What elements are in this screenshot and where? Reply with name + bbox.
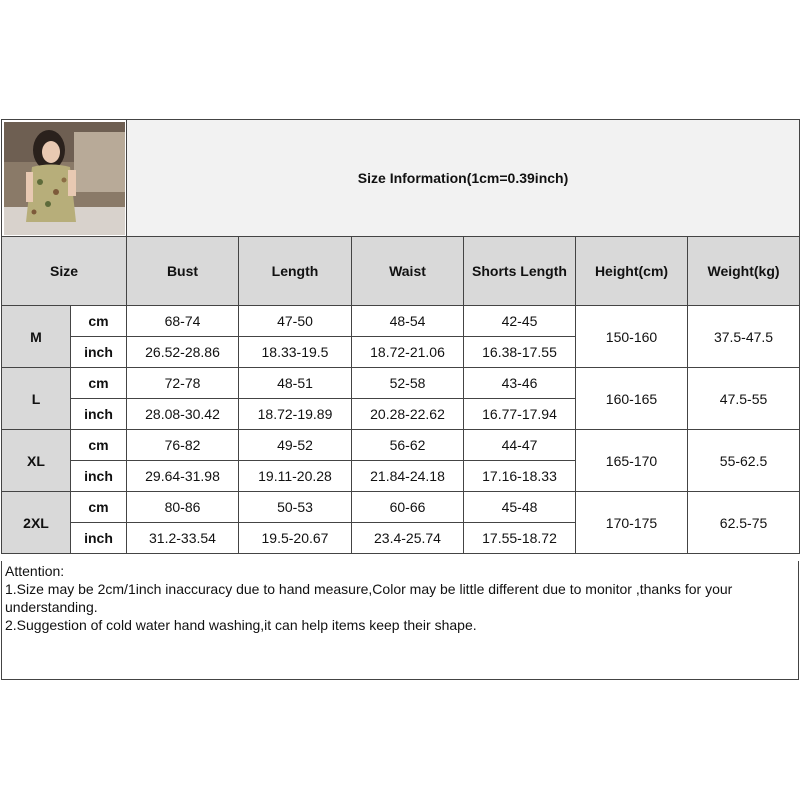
- size-label: M: [2, 306, 71, 368]
- length-inch-value: 18.33-19.5: [239, 337, 352, 368]
- product-photo-cell: [2, 120, 127, 237]
- bust-inch-value: 28.08-30.42: [127, 399, 239, 430]
- shorts-length-cm-value: 44-47: [464, 430, 576, 461]
- bust-cm-value: 76-82: [127, 430, 239, 461]
- table-row: [2, 430, 800, 461]
- waist-cm-value: 48-54: [352, 306, 464, 337]
- height-value: 170-175: [576, 492, 688, 554]
- size-label: XL: [2, 430, 71, 492]
- title-row: [2, 120, 800, 237]
- weight-value: 55-62.5: [688, 430, 800, 492]
- bust-inch-value: 26.52-28.86: [127, 337, 239, 368]
- header-height: Height(cm): [576, 237, 688, 306]
- header-row: [2, 237, 800, 306]
- shorts-length-cm-value: 42-45: [464, 306, 576, 337]
- bust-cm-value: 80-86: [127, 492, 239, 523]
- size-label: 2XL: [2, 492, 71, 554]
- header-weight: Weight(kg): [688, 237, 800, 306]
- table-row: [2, 306, 800, 337]
- unit-cm: cm: [71, 430, 127, 461]
- length-cm-value: 49-52: [239, 430, 352, 461]
- header-shorts-length: Shorts Length: [464, 237, 576, 306]
- waist-inch-value: 23.4-25.74: [352, 523, 464, 554]
- size-table: [1, 119, 800, 554]
- height-value: 165-170: [576, 430, 688, 492]
- unit-inch: inch: [71, 337, 127, 368]
- weight-value: 62.5-75: [688, 492, 800, 554]
- header-length: Length: [239, 237, 352, 306]
- shorts-length-cm-value: 45-48: [464, 492, 576, 523]
- product-photo: [4, 122, 125, 235]
- weight-value: 47.5-55: [688, 368, 800, 430]
- bust-inch-value: 31.2-33.54: [127, 523, 239, 554]
- length-cm-value: 50-53: [239, 492, 352, 523]
- header-bust: Bust: [127, 237, 239, 306]
- bust-inch-value: 29.64-31.98: [127, 461, 239, 492]
- length-inch-value: 19.11-20.28: [239, 461, 352, 492]
- shorts-length-inch-value: 16.38-17.55: [464, 337, 576, 368]
- unit-inch: inch: [71, 461, 127, 492]
- weight-value: 37.5-47.5: [688, 306, 800, 368]
- waist-inch-value: 21.84-24.18: [352, 461, 464, 492]
- unit-cm: cm: [71, 492, 127, 523]
- attention-notes: [1, 561, 799, 680]
- header-waist: Waist: [352, 237, 464, 306]
- waist-cm-value: 52-58: [352, 368, 464, 399]
- shorts-length-inch-value: 17.16-18.33: [464, 461, 576, 492]
- unit-inch: inch: [71, 523, 127, 554]
- bust-cm-value: 72-78: [127, 368, 239, 399]
- waist-inch-value: 18.72-21.06: [352, 337, 464, 368]
- notes-line-2: 2.Suggestion of cold water hand washing,it can help items keep their shape.: [5, 617, 477, 633]
- notes-line-1: 1.Size may be 2cm/1inch inaccuracy due to hand measure,Color may be little different due to monitor ,thanks for your understanding.: [5, 581, 733, 615]
- length-cm-value: 48-51: [239, 368, 352, 399]
- length-inch-value: 18.72-19.89: [239, 399, 352, 430]
- height-value: 150-160: [576, 306, 688, 368]
- header-size: Size: [2, 237, 127, 306]
- shorts-length-inch-value: 17.55-18.72: [464, 523, 576, 554]
- unit-cm: cm: [71, 368, 127, 399]
- waist-cm-value: 60-66: [352, 492, 464, 523]
- table-row: [2, 492, 800, 523]
- shorts-length-cm-value: 43-46: [464, 368, 576, 399]
- waist-inch-value: 20.28-22.62: [352, 399, 464, 430]
- height-value: 160-165: [576, 368, 688, 430]
- size-label: L: [2, 368, 71, 430]
- unit-inch: inch: [71, 399, 127, 430]
- table-row: [2, 368, 800, 399]
- notes-heading: Attention:: [5, 563, 65, 579]
- bust-cm-value: 68-74: [127, 306, 239, 337]
- unit-cm: cm: [71, 306, 127, 337]
- shorts-length-inch-value: 16.77-17.94: [464, 399, 576, 430]
- length-inch-value: 19.5-20.67: [239, 523, 352, 554]
- page-title: Size Information(1cm=0.39inch): [127, 120, 800, 237]
- waist-cm-value: 56-62: [352, 430, 464, 461]
- length-cm-value: 47-50: [239, 306, 352, 337]
